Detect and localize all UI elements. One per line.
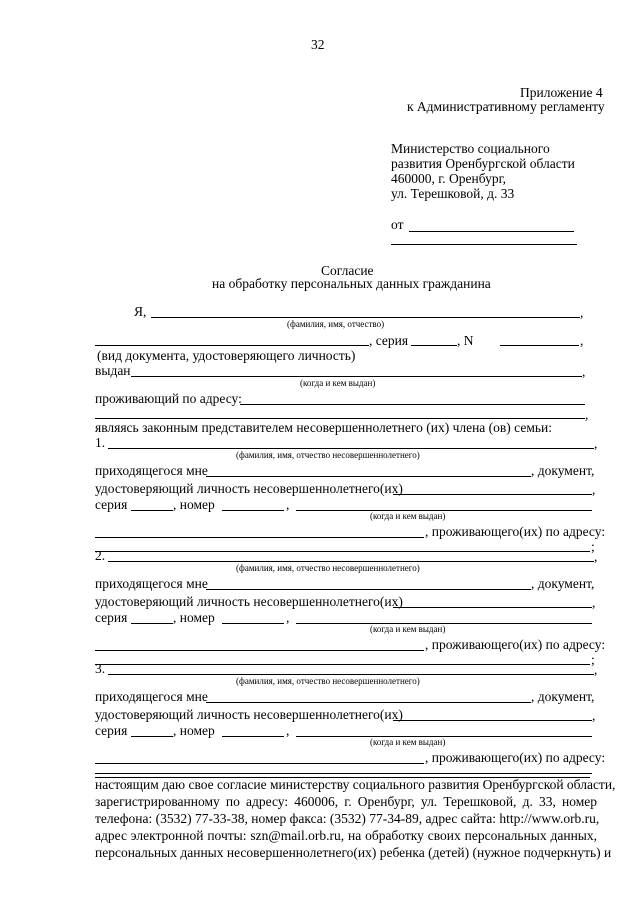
consent-divider — [95, 773, 592, 774]
relation-field[interactable] — [206, 702, 531, 703]
representative-text: являясь законным представителем несовершеннолетнего (их) члена (ов) семьи: — [95, 420, 552, 435]
title-line-2: на обработку персональных данных гражданина — [212, 276, 491, 291]
issued-hint: (когда и кем выдан) — [300, 378, 376, 388]
address-label: проживающий по адресу: — [95, 391, 242, 406]
comma: , — [592, 595, 596, 610]
minor-fio-field[interactable] — [108, 674, 594, 675]
document-label: , документ, — [531, 689, 595, 704]
number-field[interactable] — [500, 345, 579, 346]
minor-index: 3. — [95, 661, 106, 676]
comma: , — [594, 436, 598, 451]
series-field[interactable] — [411, 345, 457, 346]
number-label: , номер — [173, 610, 215, 625]
document-type-hint: (вид документа, удостоверяющего личность) — [97, 348, 356, 363]
minor-address-field-2[interactable] — [95, 664, 590, 665]
address-label: , проживающего(их) по адресу: — [425, 750, 606, 765]
series-field[interactable] — [131, 623, 173, 624]
id-label: удостоверяющий личность несовершеннолетнего(их) — [95, 707, 403, 722]
comma: , — [580, 333, 584, 348]
issued-field[interactable] — [131, 376, 582, 377]
from-field-line-1[interactable] — [409, 231, 574, 232]
comma: , — [594, 662, 598, 677]
page-number: 32 — [311, 37, 325, 52]
minor-fio-hint: (фамилия, имя, отчество несовершеннолетнего) — [236, 676, 420, 686]
fio-hint: (фамилия, имя, отчество) — [287, 319, 385, 329]
semicolon: ; — [591, 539, 595, 554]
minor-index: 1. — [95, 435, 106, 450]
minor-fio-field[interactable] — [108, 561, 594, 562]
consent-line-5: персональных данных несовершеннолетнего(их) ребенка (детей) (нужное подчеркнуть) и — [95, 845, 612, 860]
consent-line-4: адрес электронной почты: szn@mail.orb.ru, на обработку своих персональных данных, — [95, 828, 597, 843]
minor-fio-field[interactable] — [108, 448, 594, 449]
number-label: , номер — [173, 723, 215, 738]
appendix-line-1: Приложение 4 — [520, 85, 603, 100]
comma: , — [594, 549, 598, 564]
minor-address-field-2[interactable] — [95, 551, 590, 552]
relation-field[interactable] — [206, 476, 531, 477]
relation-field[interactable] — [206, 589, 531, 590]
addressee-line-3: 460000, г. Оренбург, — [391, 171, 506, 186]
applicant-fio-field[interactable] — [151, 317, 580, 318]
title-line-1: Согласие — [321, 263, 374, 278]
addressee-line-4: ул. Терешковой, д. 33 — [391, 186, 515, 201]
addressee-line-1: Министерство социального — [391, 141, 550, 156]
series-label: серия — [95, 723, 128, 738]
series-label: серия — [95, 497, 128, 512]
document-label: , документ, — [531, 463, 595, 478]
number-field[interactable] — [222, 736, 284, 737]
comma: , — [592, 482, 596, 497]
relation-label: приходящегося мне — [95, 576, 208, 591]
minor-issued-hint: (когда и кем выдан) — [370, 624, 446, 634]
address-field-2[interactable] — [95, 418, 585, 419]
appendix-line-2: к Административному регламенту — [407, 99, 605, 114]
minor-issued-hint: (когда и кем выдан) — [370, 511, 446, 521]
id-field[interactable] — [393, 494, 592, 495]
minor-fio-hint: (фамилия, имя, отчество несовершеннолетнего) — [236, 450, 420, 460]
consent-line-3: телефона: (3532) 77-33-38, номер факса: (3532) 77-34-89, адрес сайта: http://www.orb.ru, — [95, 811, 600, 826]
number-label: , номер — [173, 497, 215, 512]
id-label: удостоверяющий личность несовершеннолетнего(их) — [95, 481, 403, 496]
document-type-field[interactable] — [95, 345, 369, 346]
address-label: , проживающего(их) по адресу: — [425, 637, 606, 652]
comma: , — [286, 497, 290, 512]
comma: , — [286, 723, 290, 738]
minor-address-field-1[interactable] — [95, 537, 424, 538]
series-label: серия — [95, 610, 128, 625]
minor-issued-hint: (когда и кем выдан) — [370, 737, 446, 747]
number-label: , N — [457, 333, 474, 348]
semicolon: ; — [591, 652, 595, 667]
address-field-1[interactable] — [240, 404, 585, 405]
document-label: , документ, — [531, 576, 595, 591]
id-label: удостоверяющий личность несовершеннолетнего(их) — [95, 594, 403, 609]
series-field[interactable] — [131, 736, 173, 737]
number-field[interactable] — [222, 623, 284, 624]
consent-line-2: зарегистрированному по адресу: 460006, г. Оренбург, ул. Терешковой, д. 33, номер — [95, 794, 597, 809]
comma: , — [592, 708, 596, 723]
id-field[interactable] — [393, 607, 592, 608]
addressee-line-2: развития Оренбургской области — [391, 156, 575, 171]
comma: , — [286, 610, 290, 625]
consent-line-1: настоящим даю свое согласие министерству социального развития Оренбургской области, — [95, 777, 616, 792]
address-label: , проживающего(их) по адресу: — [425, 524, 606, 539]
relation-label: приходящегося мне — [95, 689, 208, 704]
from-field-line-2[interactable] — [391, 244, 577, 245]
comma: , — [585, 407, 589, 422]
relation-label: приходящегося мне — [95, 463, 208, 478]
id-field[interactable] — [393, 720, 592, 721]
minor-fio-hint: (фамилия, имя, отчество несовершеннолетнего) — [236, 563, 420, 573]
minor-address-field-1[interactable] — [95, 650, 424, 651]
issued-label: выдан — [95, 363, 131, 378]
from-label: от — [391, 217, 404, 232]
minor-index: 2. — [95, 548, 106, 563]
number-field[interactable] — [222, 510, 284, 511]
series-field[interactable] — [131, 510, 173, 511]
i-label: Я, — [134, 304, 147, 319]
minor-address-field-1[interactable] — [95, 763, 424, 764]
comma: , — [580, 305, 584, 320]
comma: , — [582, 364, 586, 379]
series-label: , серия — [369, 333, 409, 348]
